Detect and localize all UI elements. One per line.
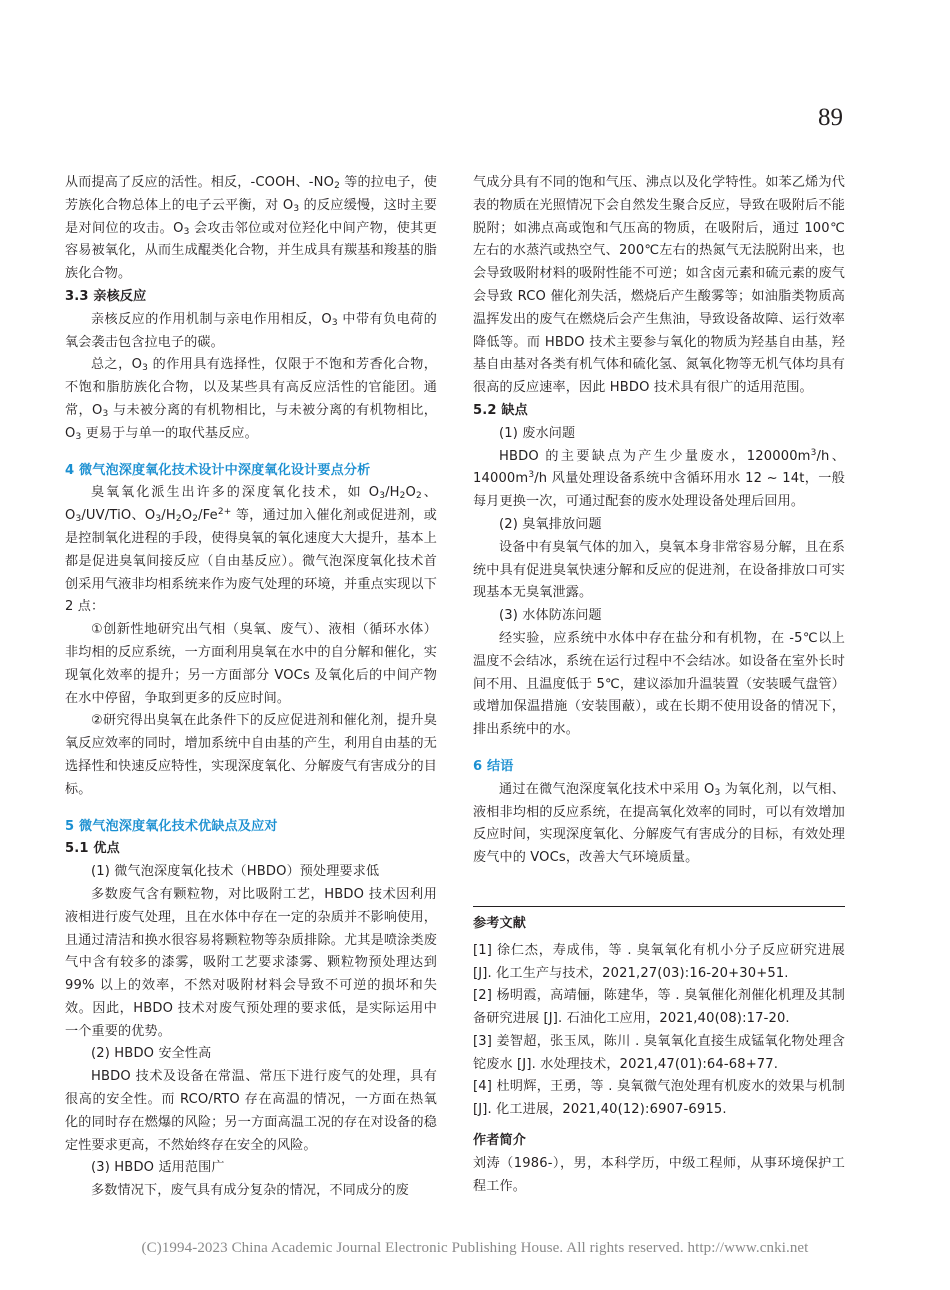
right-column <box>473 172 845 1198</box>
paragraph-6: 通过在微气泡深度氧化技术中采用 $O_3$ 为氧化剂，以气相、液相非均相的反应系统，在提高氧化效率的同时，可以有效增加反应时间，实现深度氧化、分解废气有害成分的目标，有效处理废气中的 VOCs，改善大气环境质量。 <box>473 781 845 866</box>
reference-item: [4] 杜明辉，王勇，等 . 臭氧微气泡处理有机废水的效果与机制 [J]. 化工进展，2021,40(12):6907-6915. <box>473 1079 845 1118</box>
author-bio-title: 作者简介 <box>473 1133 526 1149</box>
paragraph-5-1-2: HBDO 技术及设备在常温、常压下进行废气的处理，具有很高的安全性。而 RCO/RTO 存在高温的情况，一方面在热氧化的同时存在燃爆的风险；另一方面高温工况的存在对设备的稳定性要求更高，不然始终存在安全的风险。 <box>65 1069 437 1153</box>
paragraph-4b: ①创新性地研究出气相（臭氧、废气）、液相（循环水体）非均相的反应系统，一方面利用臭氧在水中的自分解和催化，实现氧化效率的提升；另一方面部分 VOCs 及氧化后的中间产物在水中停留，争取到更多的反应时间。 <box>65 622 437 706</box>
left-column <box>65 172 437 1203</box>
copyright-footer: (C)1994-2023 China Academic Journal Electronic Publishing House. All rights reserved. http://www.cnki.net <box>141 1240 809 1256</box>
section-heading-4: 4 微气泡深度氧化技术设计中深度氧化设计要点分析 <box>65 462 371 478</box>
subheading-5-2-3: (3) 水体防冻问题 <box>499 608 602 624</box>
paragraph-5-2-2: 设备中有臭氧气体的加入，臭氧本身非常容易分解，且在系统中具有促进臭氧快速分解和反应的促进剂，在设备排放口可实现基本无臭氧泄露。 <box>473 539 845 601</box>
subheading-5-1-1: (1) 微气泡深度氧化技术（HBDO）预处理要求低 <box>91 864 380 880</box>
references-title: 参考文献 <box>473 915 526 931</box>
section-heading-5-2: 5.2 缺点 <box>473 402 528 418</box>
paragraph-3-3a: 亲核反应的作用机制与亲电作用相反，$O_3$ 中带有负电荷的氧会袭击包含拉电子的碳。 <box>65 311 437 350</box>
reference-item: [3] 姜智超，张玉凤，陈川 . 臭氧氧化直接生成锰氧化物处理含铊废水 [J]. 水处理技术，2021,47(01):64-68+77. <box>473 1033 845 1072</box>
author-bio-text: 刘涛（1986-），男，本科学历，中级工程师，从事环境保护工程工作。 <box>473 1155 845 1194</box>
paragraph-5-1-3: 多数情况下，废气具有成分复杂的情况，不同成分的废 <box>91 1183 409 1199</box>
page-number: 89 <box>818 104 843 131</box>
section-heading-3-3: 3.3 亲核反应 <box>65 288 147 304</box>
subheading-5-1-2: (2) HBDO 安全性高 <box>91 1046 212 1062</box>
section-heading-5-1: 5.1 优点 <box>65 841 120 857</box>
paragraph-5-2-3: 经实验，应系统中水体中存在盐分和有机物，在 -5℃以上温度不会结冰，系统在运行过程中不会结冰。如设备在室外长时间不用、且温度低于 5℃，建议添加升温装置（安装暖气盘管）或增加保温措施（安装围蔽），或在长期不使用设备的情况下，排出系统中的水。 <box>473 630 845 738</box>
paragraph-intro: 从而提高了反应的活性。相反，-COOH、$-NO_2$ 等的拉电子，使芳族化合物总体上的电子云平衡，对 $O_3$ 的反应缓慢，这时主要是对间位的攻击。$O_3$ 会攻击邻位或对位羟化中间产物，使其更容易被氧化，从而生成醌类化合物，并生成具有羰基和羧基的脂族化合物。 <box>65 175 438 282</box>
reference-item: [1] 徐仁杰，寿成伟，等 . 臭氧氧化有机小分子反应研究进展 [J]. 化工生产与技术，2021,27(03):16-20+30+51. <box>473 942 845 981</box>
reference-item: [2] 杨明霞，高靖俪，陈建华，等 . 臭氧催化剂催化机理及其制备研究进展 [J]. 石油化工应用，2021,40(08):17-20. <box>473 988 845 1027</box>
paragraph-5-1-3-cont: 气成分具有不同的饱和气压、沸点以及化学特性。如苯乙烯为代表的物质在光照情况下会自然发生聚合反应，导致在吸附后不能脱附；如沸点高或饱和气压高的物质，在吸附后，通过 100℃左右的水蒸汽或热空气、200℃左右的热氮气无法脱附出来，也会导致吸附材料的吸附性能不可逆；如含卤元素和硫元素的废气会导致 RCO 催化剂失活，燃烧后产生酸雾等；如油脂类物质高温挥发出的废气在燃烧后会产生焦油，导致设备故障、运行效率降低等。而 HBDO 技术主要参与氧化的物质为羟基自由基，羟基自由基对各类有机气体和硫化氢、氮氧化物等无机气体均具有很高的反应速率，因此 HBDO 技术具有很广的适用范围。 <box>473 175 845 396</box>
subheading-5-1-3: (3) HBDO 适用范围广 <box>91 1160 225 1176</box>
paragraph-3-3b: 总之，$O_3$ 的作用具有选择性，仅限于不饱和芳香化合物，不饱和脂肪族化合物，以及某些具有高反应活性的官能团。通常，$O_3$ 与未被分离的有机物相比，与未被分离的有机物相比，$O_3$ 更易于与单一的取代基反应。 <box>65 357 437 442</box>
paragraph-4c: ②研究得出臭氧在此条件下的反应促进剂和催化剂，提升臭氧反应效率的同时，增加系统中自由基的产生，利用自由基的无选择性和快速反应特性，实现深度氧化、分解废气有害成分的目标。 <box>65 713 437 797</box>
section-heading-6: 6 结语 <box>473 758 514 774</box>
subheading-5-2-2: (2) 臭氧排放问题 <box>499 516 602 532</box>
paragraph-5-2-1: HBDO 的主要缺点为产生少量废水，$120000m^3/h$、$14000m^3/h$ 风量处理设备系统中含循环用水 12 ~ 14t，一般每月更换一次，可通过配套的废水处理设备处理后回用。 <box>473 447 845 510</box>
paragraph-4a: 臭氧氧化派生出许多的深度氧化技术，如 $O_3/H_2O_2$、$O_3/UV$/TiO、$O_3/H_2O_2/Fe^{2+}$ 等，通过加入催化剂或促进剂，或是控制氧化进程的手段，使得臭氧的氧化速度大大提升，基本上都是促进臭氧间接反应（自由基反应）。微气泡深度氧化技术首创采用气液非均相系统来作为废气处理的环境，并重点实现以下 2 点： <box>65 485 438 615</box>
section-heading-5: 5 微气泡深度氧化技术优缺点及应对 <box>65 818 278 834</box>
paragraph-5-1-1: 多数废气含有颗粒物，对比吸附工艺，HBDO 技术因利用液相进行废气处理，且在水体中存在一定的杂质并不影响使用，且通过清洁和换水很容易将颗粒物等杂质排除。尤其是喷涂类废气中含有较多的漆雾，吸附工艺要求漆雾、颗粒物预处理达到 99% 以上的效率，不然对吸附材料会导致不可逆的损坏和失效。因此，HBDO 技术对废气预处理的要求低，是实际运用中一个重要的优势。 <box>65 886 437 1039</box>
subheading-5-2-1: (1) 废水问题 <box>499 425 576 441</box>
